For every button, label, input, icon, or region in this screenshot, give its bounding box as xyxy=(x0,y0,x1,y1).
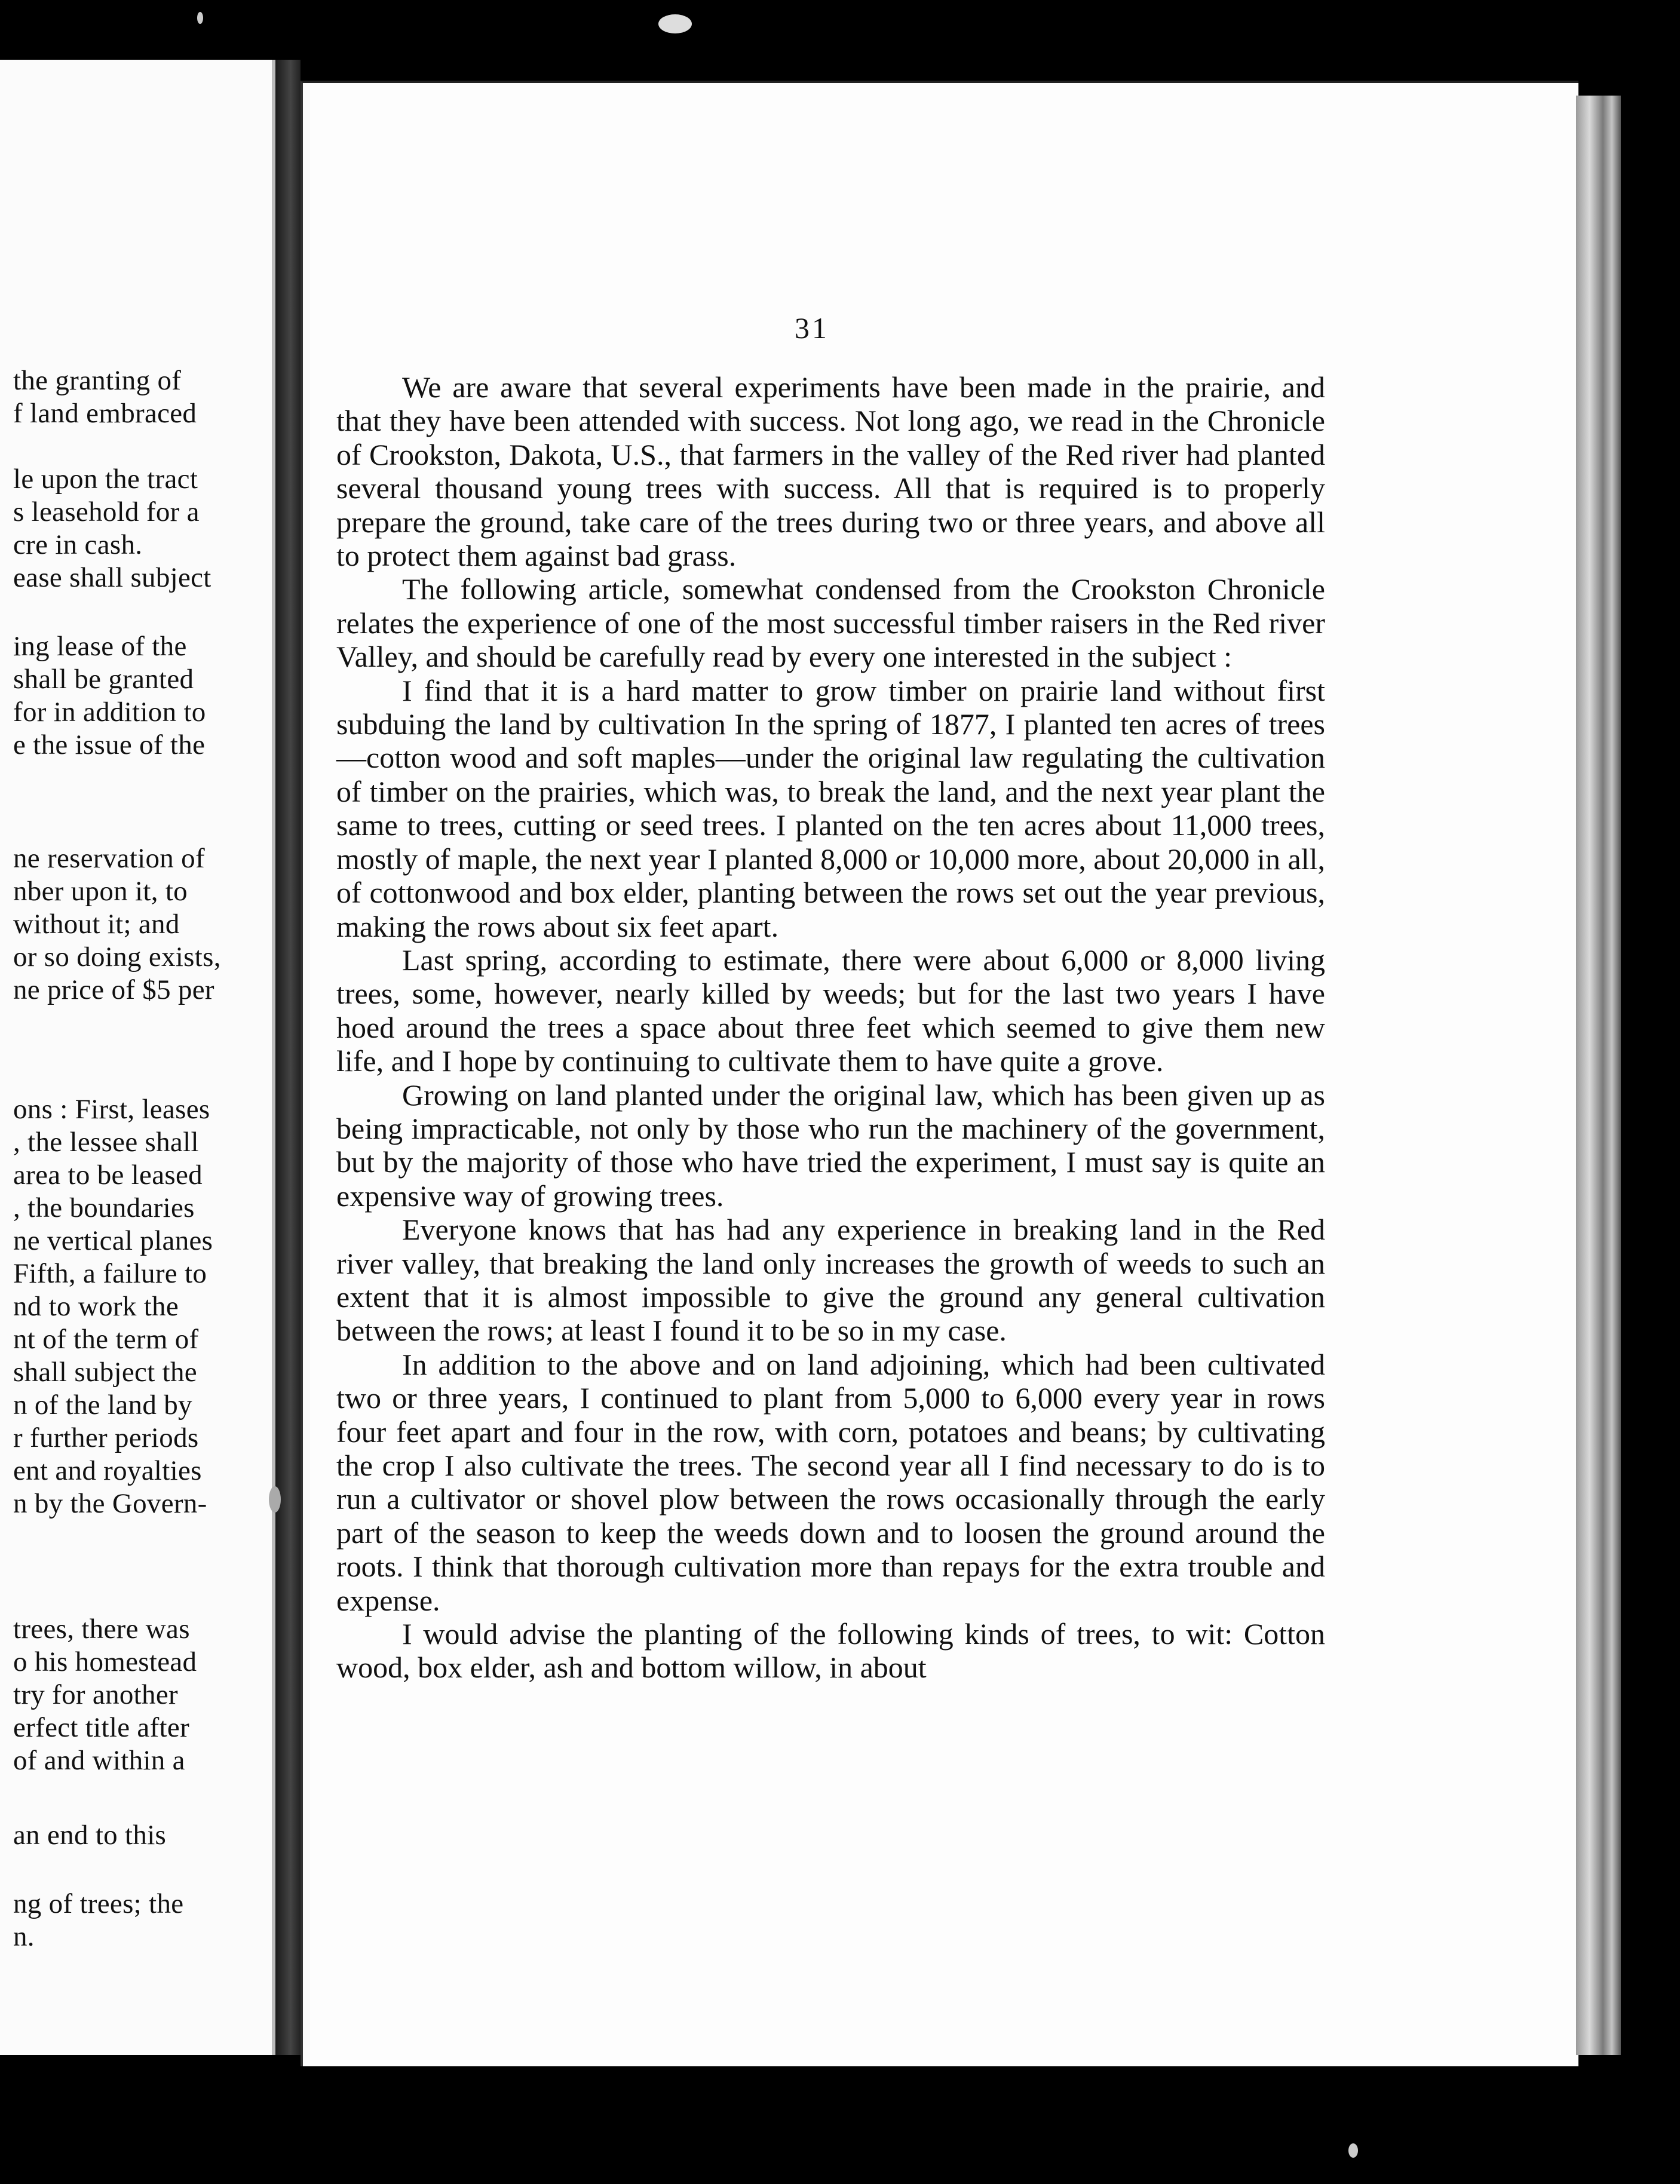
left-page-line: without it; and xyxy=(13,909,180,940)
left-page-line: s leasehold for a xyxy=(13,496,200,527)
paragraph: Last spring, according to estimate, there were about 6,000 or 8,000 living trees, some, however, nearly killed by weeds; but for the last two years I have hoed around the trees a space about three feet which seemed to give them new life, and I hope by continuing to cultivate them to have quite a grove. xyxy=(336,943,1325,1078)
left-page-line: erfect title after xyxy=(13,1712,190,1743)
left-page-line: cre in cash. xyxy=(13,529,143,560)
left-page-line: ng of trees; the xyxy=(13,1888,184,1919)
left-page-line: for in addition to xyxy=(13,697,206,728)
paragraph: Growing on land planted under the original law, which has been given up as being impracticable, not only by those who run the machinery of the government, but by the majority of those who have tried the experiment, I must say is quite an expensive way of growing trees. xyxy=(336,1078,1325,1213)
left-page-line: nber upon it, to xyxy=(13,876,188,907)
left-page-line: of and within a xyxy=(13,1745,185,1776)
left-page-line: ne reservation of xyxy=(13,843,205,874)
paragraph: I find that it is a hard matter to grow timber on prairie land without first subduing the land by cultivation In the spring of 1877, I planted ten acres of trees—cotton wood and soft maples—under the original law regulating the cultivation of timber on the prairies, which was, to break the land, and the next year plant the same to trees, cutting or seed trees. I planted on the ten acres about 11,000 trees, mostly of maple, the next year I planted 8,000 or 10,000 more, about 20,000 in all, of cottonwood and box elder, planting between the rows set out the year previous, making the rows about six feet apart. xyxy=(336,673,1325,943)
book-gutter xyxy=(275,60,301,2055)
page-number: 31 xyxy=(795,311,829,345)
left-page-line: ent and royalties xyxy=(13,1455,202,1486)
left-page-line: n by the Govern- xyxy=(13,1488,207,1519)
left-page-line: f land embraced xyxy=(13,398,197,429)
page-edge xyxy=(1576,96,1621,2055)
left-page-line: ing lease of the xyxy=(13,631,187,662)
left-page-line: nd to work the xyxy=(13,1291,179,1322)
left-page xyxy=(0,60,275,2055)
left-page-line: ons : First, leases xyxy=(13,1094,210,1125)
paragraph: I would advise the planting of the following kinds of trees, to wit: Cotton wood, box elder, ash and bottom willow, in about xyxy=(336,1617,1325,1685)
left-page-line: trees, there was xyxy=(13,1614,190,1645)
paragraph: In addition to the above and on land adjoining, which had been cultivated two or three years, I continued to plant from 5,000 to 6,000 every year in rows four feet apart and four in the row, with corn, potatoes and beans; by cultivating the crop I also cultivate the trees. The second year all I find necessary to do is to run a cultivator or shovel plow between the rows occasionally through the early part of the season to keep the weeds down and to loosen the ground around the roots. I think that thorough cultivation more than repays for the extra trouble and expense. xyxy=(336,1347,1325,1617)
left-page-line: n of the land by xyxy=(13,1389,192,1421)
left-page-line: Fifth, a failure to xyxy=(13,1258,207,1289)
left-page-line: the granting of xyxy=(13,365,182,396)
left-page-line: nt of the term of xyxy=(13,1324,199,1355)
left-page-line: ne price of $5 per xyxy=(13,974,214,1005)
paragraph: Everyone knows that has had any experience in breaking land in the Red river valley, that breaking the land only increases the growth of weeds to such an extent that it is almost impossible to give the ground any general cultivation between the rows; at least I found it to be so in my case. xyxy=(336,1213,1325,1348)
left-page-line: o his homestead xyxy=(13,1646,197,1677)
left-page-line: shall be granted xyxy=(13,664,194,695)
left-page-line: n. xyxy=(13,1921,35,1952)
left-page-line: ease shall subject xyxy=(13,562,211,593)
left-page-line: , the boundaries xyxy=(13,1192,195,1223)
left-page-line: an end to this xyxy=(13,1820,167,1851)
left-page-line: area to be leased xyxy=(13,1160,203,1191)
left-page-line: ne vertical planes xyxy=(13,1225,213,1256)
left-page-line: or so doing exists, xyxy=(13,941,221,973)
left-page-line: , the lessee shall xyxy=(13,1127,199,1158)
paragraph: The following article, somewhat condensed from the Crookston Chronicle relates the experience of one of the most successful timber raisers in the Red river Valley, and should be carefully read by every one interested in the subject : xyxy=(336,572,1325,674)
paragraph: We are aware that several experiments have been made in the prairie, and that they have been attended with success. Not long ago, we read in the Chronicle of Crookston, Dakota, U.S., that farmers in the valley of the Red river had planted several thousand young trees with success. All that is required is to properly prepare the ground, take care of the trees during two or three years, and above all to protect them against bad grass. xyxy=(336,370,1325,573)
left-page-line: r further periods xyxy=(13,1422,199,1453)
left-page-line: shall subject the xyxy=(13,1357,197,1388)
left-page-line: e the issue of the xyxy=(13,729,206,760)
body-text xyxy=(336,370,1325,1685)
left-page-line: try for another xyxy=(13,1679,178,1710)
left-page-line: le upon the tract xyxy=(13,464,198,495)
